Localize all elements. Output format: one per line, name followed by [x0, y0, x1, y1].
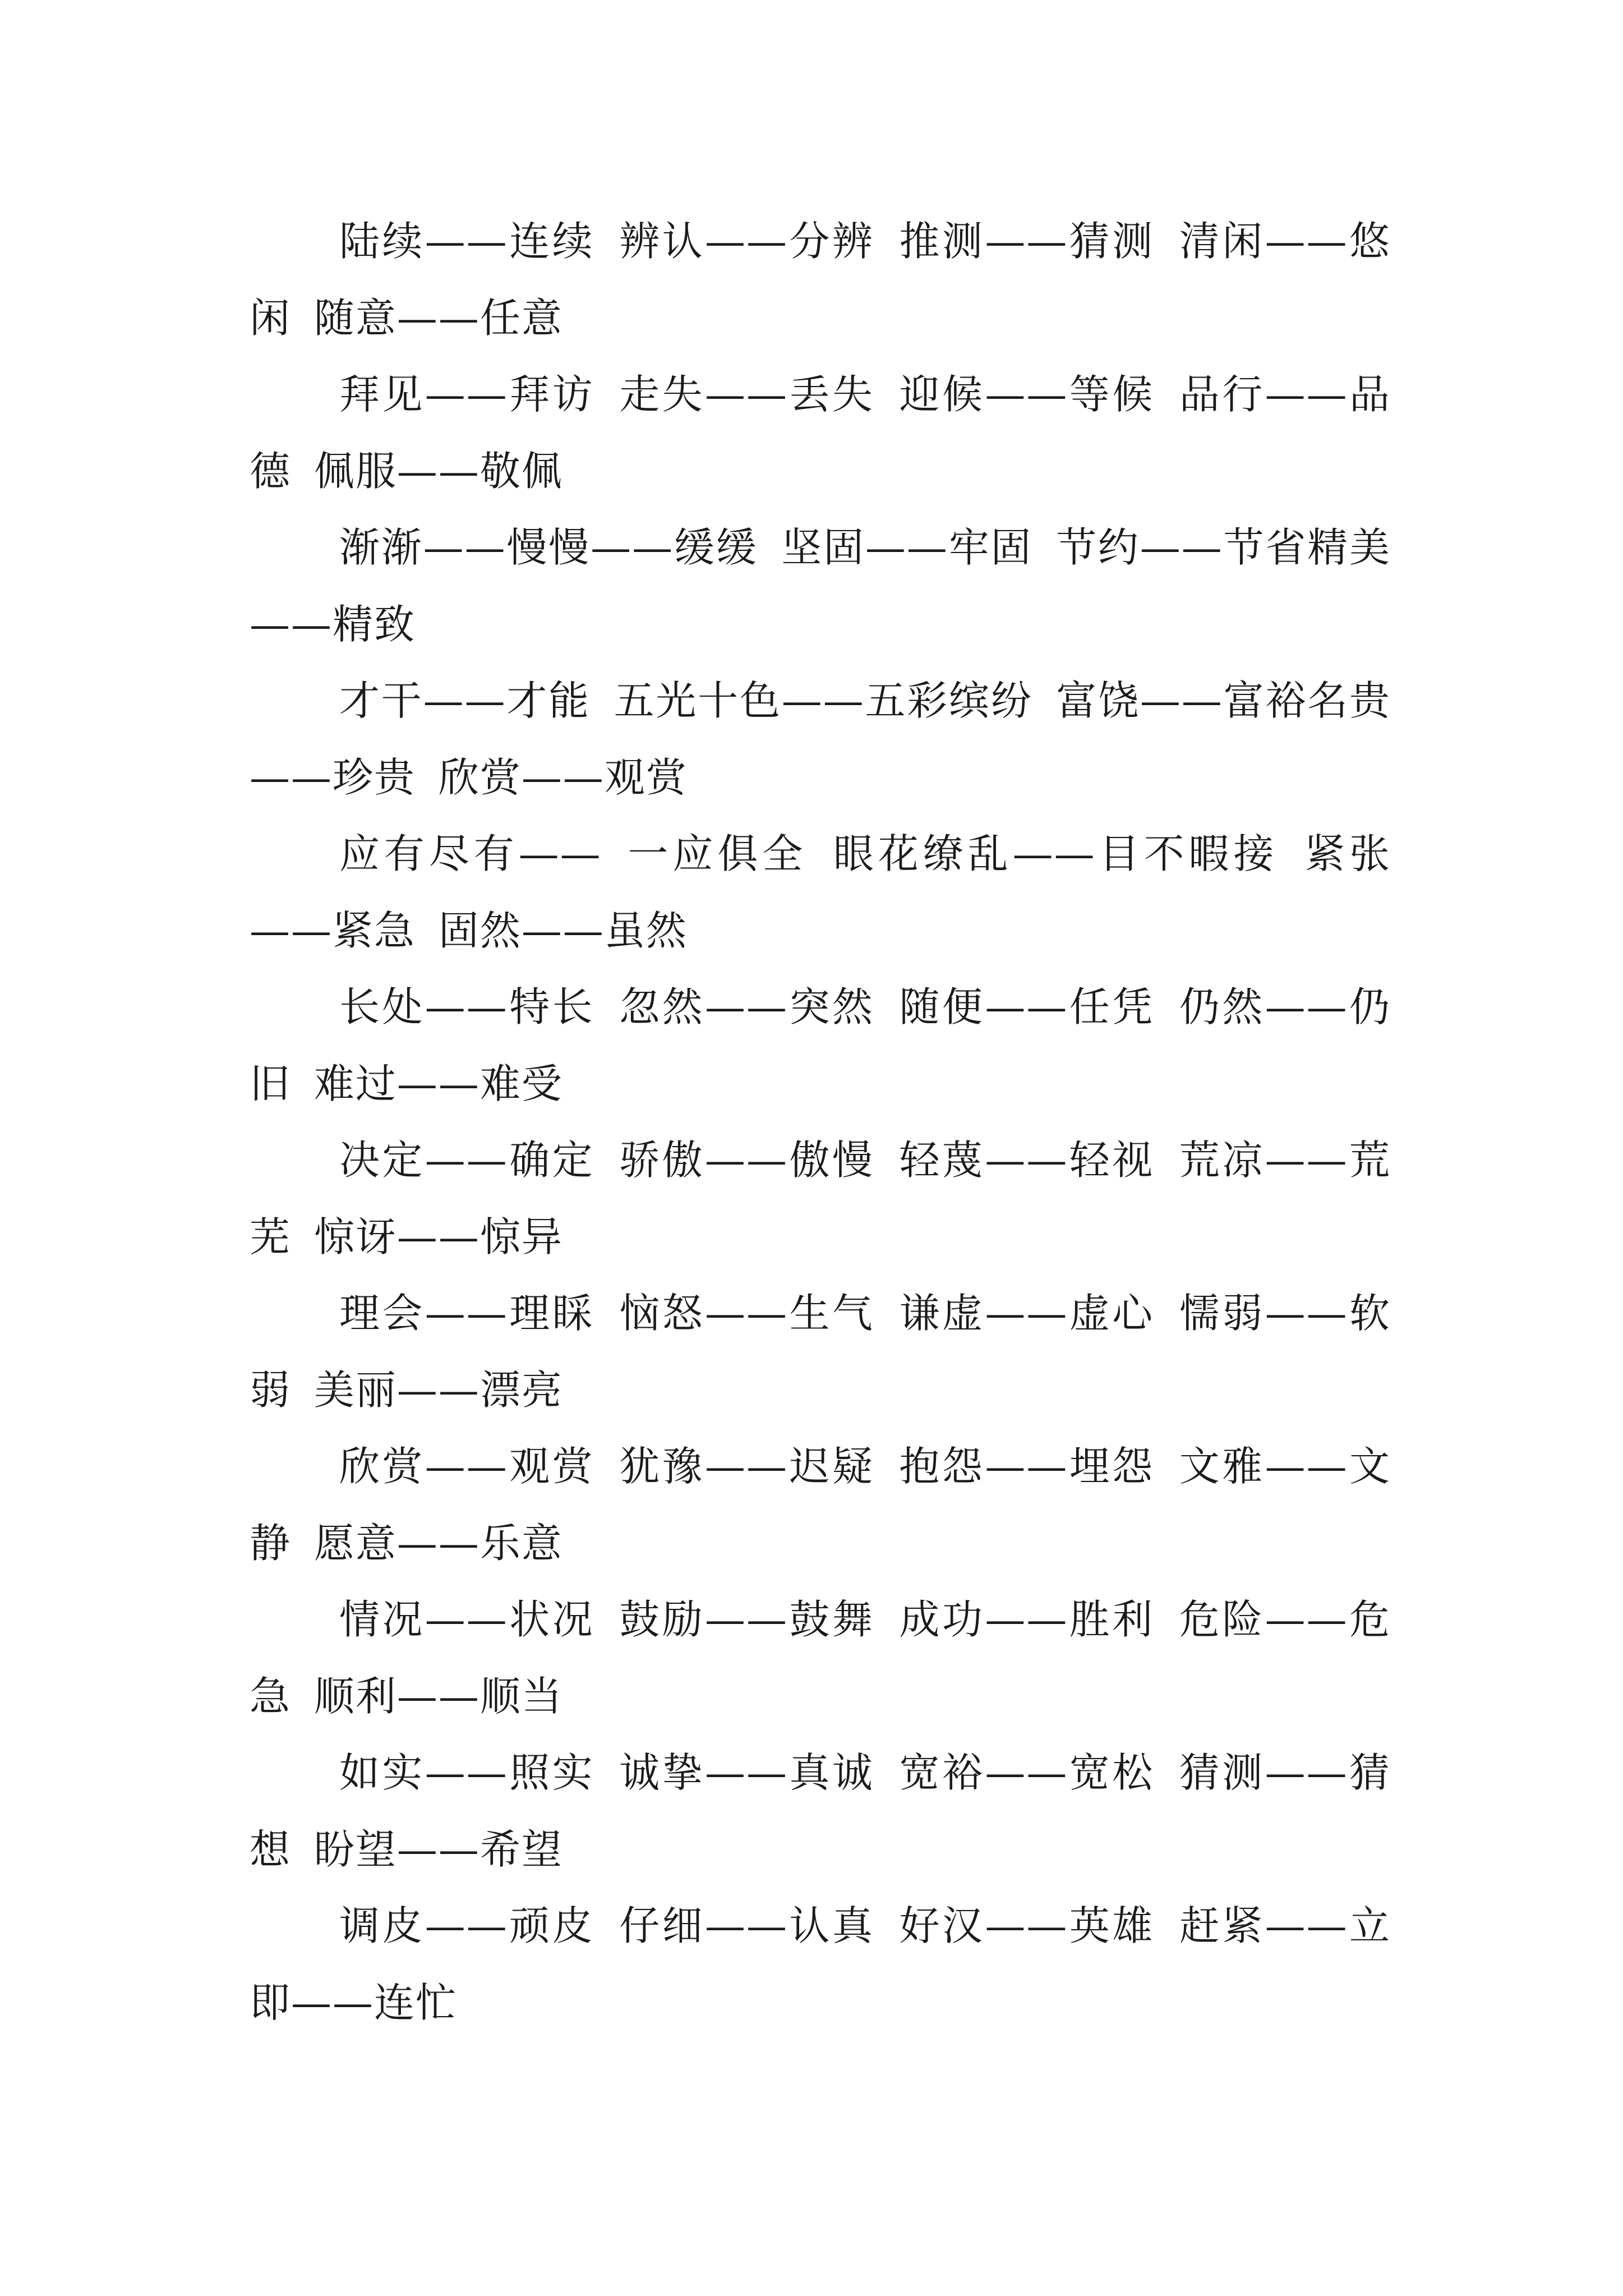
- synonym-paragraph-5: 应有尽有—— 一应俱全 眼花缭乱——目不暇接 紧张——紧急 固然——虽然: [250, 830, 1391, 954]
- synonym-paragraph-9: 欣赏——观赏 犹豫——迟疑 抱怨——埋怨 文雅——文静 愿意——乐意: [250, 1443, 1391, 1567]
- synonym-paragraph-2: 拜见——拜访 走失——丢失 迎候——等候 品行——品德 佩服——敬佩: [250, 371, 1391, 495]
- synonym-paragraph-8: 理会——理睬 恼怒——生气 谦虚——虚心 懦弱——软弱 美丽——漂亮: [250, 1290, 1391, 1414]
- synonym-paragraph-11: 如实——照实 诚挚——真诚 宽裕——宽松 猜测——猜想 盼望——希望: [250, 1749, 1391, 1873]
- synonym-list: [250, 203, 1391, 2041]
- synonym-paragraph-10: 情况——状况 鼓励——鼓舞 成功——胜利 危险——危急 顺利——顺当: [250, 1596, 1391, 1720]
- synonym-paragraph-3: 渐渐——慢慢——缓缓 坚固——牢固 节约——节省精美——精致: [250, 524, 1391, 648]
- synonym-paragraph-6: 长处——特长 忽然——突然 随便——任凭 仍然——仍旧 难过——难受: [250, 983, 1391, 1107]
- synonym-paragraph-1: 陆续——连续 辨认——分辨 推测——猜测 清闲——悠闲 随意——任意: [250, 218, 1391, 342]
- synonym-paragraph-4: 才干——才能 五光十色——五彩缤纷 富饶——富裕名贵——珍贵 欣赏——观赏: [250, 677, 1391, 801]
- synonym-paragraph-7: 决定——确定 骄傲——傲慢 轻蔑——轻视 荒凉——荒芜 惊讶——惊异: [250, 1137, 1391, 1260]
- synonym-paragraph-12: 调皮——顽皮 仔细——认真 好汉——英雄 赶紧——立即——连忙: [250, 1902, 1391, 2026]
